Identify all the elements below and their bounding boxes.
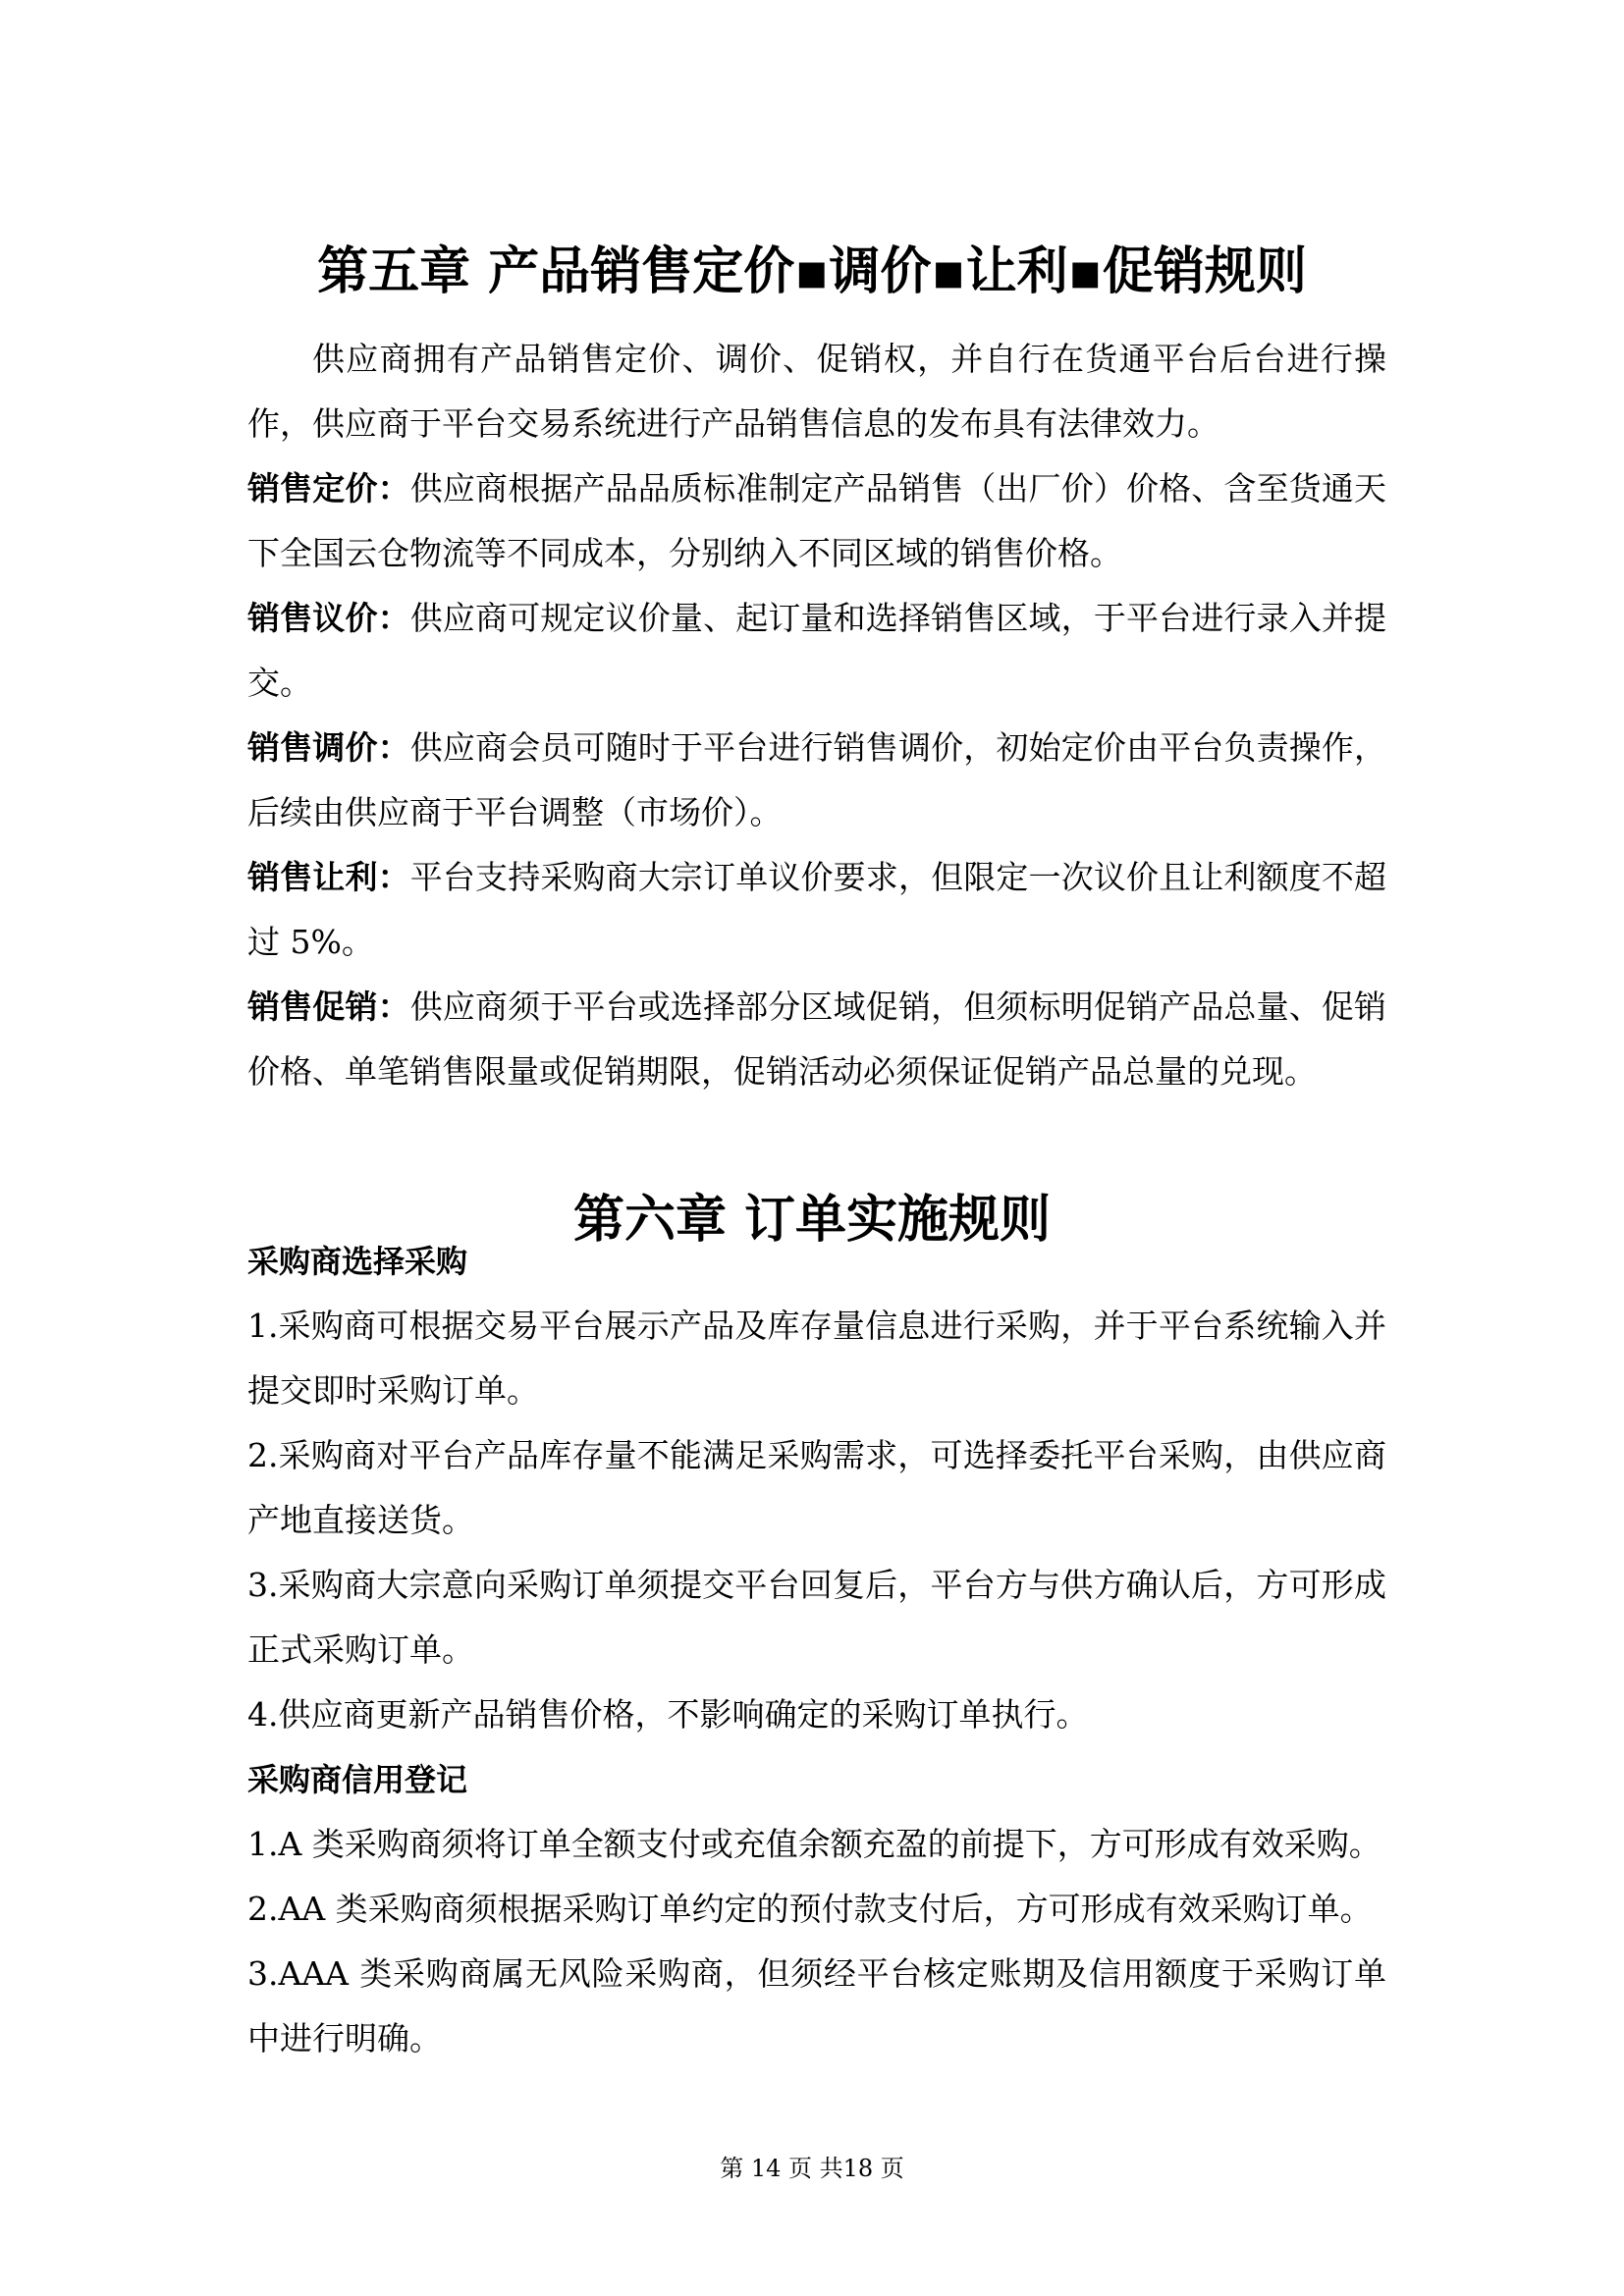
- rule-text: 平台支持采购商大宗订单议价要求，但限定一次议价且让利额度不超过 5%。: [247, 858, 1387, 961]
- list-item: 3.采购商大宗意向采购订单须提交平台回复后，平台方与供方确认后，方可形成正式采购订单。: [247, 1566, 1386, 1669]
- list-item: 1.A 类采购商须将订单全额支付或充值余额充盈的前提下，方可形成有效采购。: [247, 1825, 1381, 1863]
- rule-item-pricing: [247, 456, 1386, 586]
- rule-text: 供应商根据产品品质标准制定产品销售（出厂价）价格、含至货通天下全国云仓物流等不同成本，分别纳入不同区域的销售价格。: [247, 469, 1387, 572]
- list-item: 1.采购商可根据交易平台展示产品及库存量信息进行采购，并于平台系统输入并提交即时采购订单。: [247, 1307, 1386, 1410]
- section-heading-credit-registration: 采购商信用登记: [247, 1761, 468, 1798]
- list-item: 4.供应商更新产品销售价格，不影响确定的采购订单执行。: [247, 1695, 1089, 1734]
- rule-text: 供应商须于平台或选择部分区域促销，但须标明促销产品总量、促销价格、单笔销售限量或促销期限，促销活动必须保证促销产品总量的兑现。: [247, 988, 1387, 1091]
- chapter-5-body: [247, 327, 1386, 1104]
- rule-label: 销售促销：: [247, 988, 410, 1026]
- page-number-footer: 第 14 页 共18 页: [720, 2155, 904, 2182]
- rule-text: 供应商可规定议价量、起订量和选择销售区域，于平台进行录入并提交。: [247, 599, 1387, 702]
- chapter-6-body: [247, 1229, 1386, 2071]
- rule-item-promotion: [247, 975, 1386, 1104]
- rule-item-price-adjustment: [247, 716, 1386, 845]
- rule-label: 销售让利：: [247, 858, 410, 896]
- rule-label: 销售议价：: [247, 599, 410, 637]
- list-item: 2.采购商对平台产品库存量不能满足采购需求，可选择委托平台采购，由供应商产地直接送货。: [247, 1436, 1386, 1539]
- chapter-5-title: 第五章 产品销售定价▪调价▪让利▪促销规则: [317, 241, 1307, 301]
- list-item: 2.AA 类采购商须根据采购订单约定的预付款支付后，方可形成有效采购订单。: [247, 1890, 1373, 1928]
- rule-label: 销售调价：: [247, 728, 410, 767]
- rule-item-discount: [247, 845, 1386, 975]
- rule-item-negotiation: [247, 586, 1386, 716]
- chapter-5-intro: 供应商拥有产品销售定价、调价、促销权，并自行在货通平台后台进行操作，供应商于平台交易系统进行产品销售信息的发布具有法律效力。: [247, 340, 1386, 443]
- chapter-6-title: 第六章 订单实施规则: [572, 1190, 1052, 1250]
- list-item: 3.AAA 类采购商属无风险采购商，但须经平台核定账期及信用额度于采购订单中进行明确。: [247, 1954, 1386, 2057]
- section-heading-purchase-selection: 采购商选择采购: [247, 1243, 468, 1280]
- rule-text: 供应商会员可随时于平台进行销售调价，初始定价由平台负责操作，后续由供应商于平台调整（市场价）。: [247, 728, 1387, 831]
- rule-label: 销售定价：: [247, 469, 410, 507]
